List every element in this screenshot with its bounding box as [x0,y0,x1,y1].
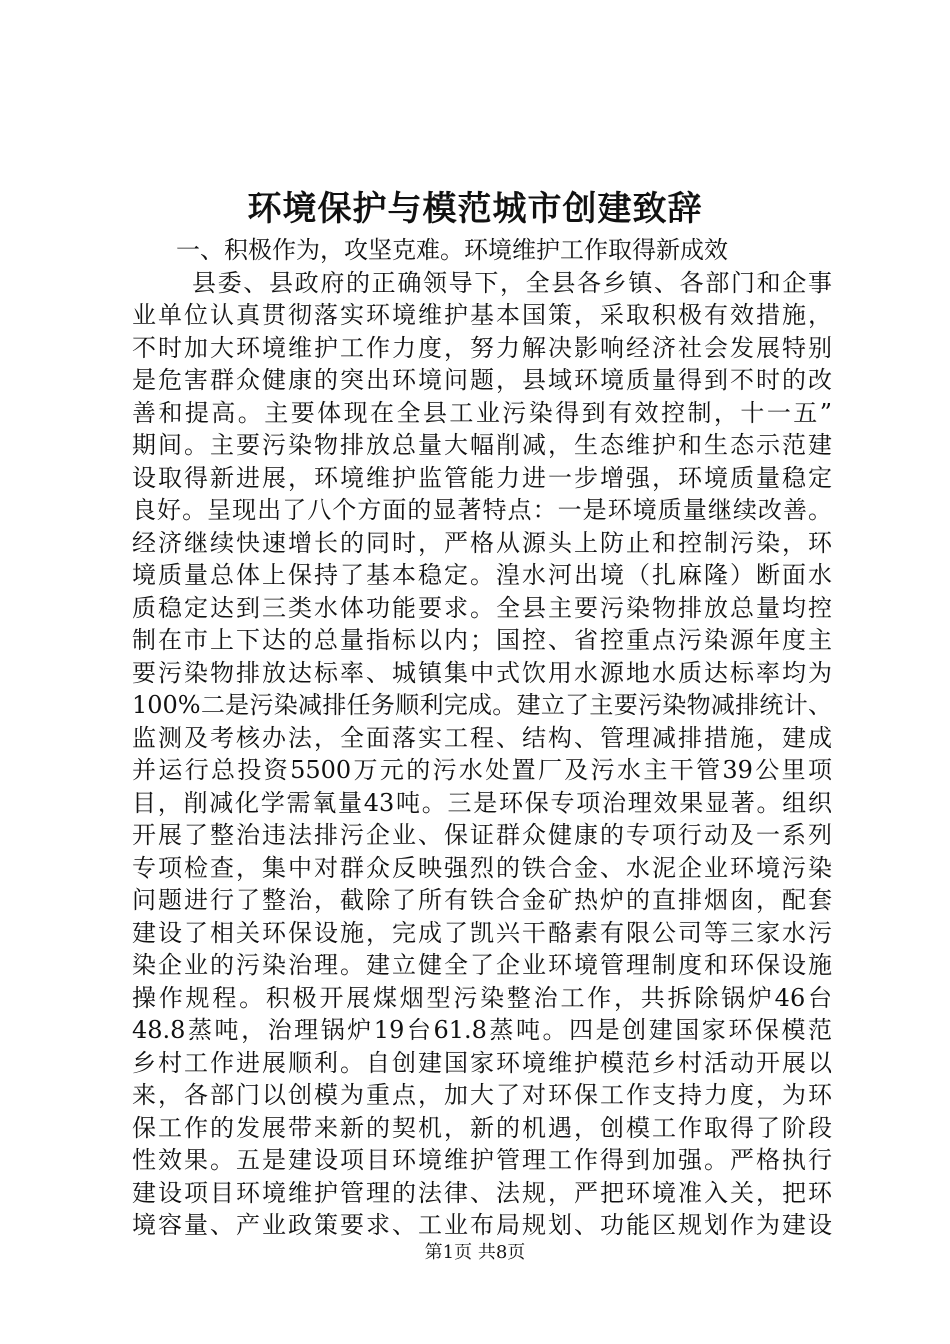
body-line: 建设了相关环保设施，完成了凯兴干酪素有限公司等三家水污 [132,918,832,947]
document-body [132,234,832,1242]
body-line: 经济继续快速增长的同时，严格从源头上防止和控制污染，环 [132,528,832,557]
body-line: 设取得新进展，环境维护监管能力进一步增强，环境质量稳定 [132,463,832,492]
body-line: 不时加大环境维护工作力度，努力解决影响经济社会发展特别 [132,333,832,362]
body-line: 专项检查，集中对群众反映强烈的铁合金、水泥企业环境污染 [132,853,832,882]
body-line: 建设项目环境维护管理的法律、法规，严把环境准入关，把环 [132,1178,832,1207]
body-line: 来，各部门以创模为重点，加大了对环保工作支持力度，为环 [132,1081,832,1109]
body-line: 48.8蒸吨，治理锅炉19台61.8蒸吨。四是创建国家环保模范 [132,1016,832,1044]
body-line: 开展了整治违法排污企业、保证群众健康的专项行动及一系列 [132,821,832,849]
body-line: 问题进行了整治，截除了所有铁合金矿热炉的直排烟囱，配套 [132,886,832,914]
document-title: 环境保护与模范城市创建致辞 [247,189,703,229]
body-line: 质稳定达到三类水体功能要求。全县主要污染物排放总量均控 [132,593,832,622]
body-line: 保工作的发展带来新的契机，新的机遇，创模工作取得了阶段 [132,1113,832,1142]
body-line: 乡村工作进展顺利。自创建国家环境维护模范乡村活动开展以 [132,1048,832,1077]
body-line: 境容量、产业政策要求、工业布局规划、功能区规划作为建设 [132,1211,832,1239]
body-line: 是危害群众健康的突出环境问题，县域环境质量得到不时的改 [132,366,832,394]
body-line: 制在市上下达的总量指标以内；国控、省控重点污染源年度主 [132,626,832,654]
page-number-footer: 第1页 共8页 [424,1242,526,1263]
body-line: 并运行总投资5500万元的污水处置厂及污水主干管39公里项 [132,756,832,784]
body-line: 100%二是污染减排任务顺利完成。建立了主要污染物减排统计、 [132,691,832,719]
body-line: 性效果。五是建设项目环境维护管理工作得到加强。严格执行 [132,1146,832,1174]
body-line: 染企业的污染治理。建立健全了企业环境管理制度和环保设施 [132,951,832,979]
body-line: 要污染物排放达标率、城镇集中式饮用水源地水质达标率均为 [132,658,832,687]
body-line: 善和提高。主要体现在全县工业污染得到有效控制，十一五” [132,398,832,427]
body-line: 境质量总体上保持了基本稳定。湟水河出境（扎麻隆）断面水 [132,561,832,589]
body-line: 目，削减化学需氧量43吨。三是环保专项治理效果显著。组织 [132,788,832,817]
body-line: 操作规程。积极开展煤烟型污染整治工作，共拆除锅炉46台 [132,983,832,1012]
body-line: 良好。呈现出了八个方面的显著特点：一是环境质量继续改善。 [132,496,832,524]
body-line: 监测及考核办法，全面落实工程、结构、管理减排措施，建成 [132,723,832,752]
body-line: 期间。主要污染物排放总量大幅削减，生态维护和生态示范建 [132,431,832,459]
body-line: 县委、县政府的正确领导下，全县各乡镇、各部门和企事 [192,268,832,297]
paragraph-heading: 一、积极作为，攻坚克难。环境维护工作取得新成效 [176,236,728,264]
body-line: 业单位认真贯彻落实环境维护基本国策，采取积极有效措施， [132,301,832,329]
